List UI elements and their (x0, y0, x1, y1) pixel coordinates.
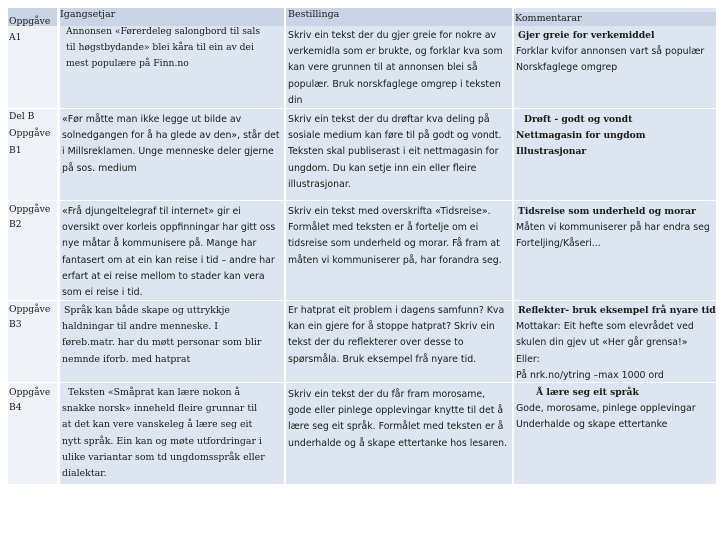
kommentarar-a1: Gjer greie for verkemiddel Forklar kvifor annonsen vart så populær Norskfaglege omgrep (516, 28, 716, 77)
comment-title-b1: Drøft - godt og vondt (524, 114, 633, 125)
comment-title-b2: Tidsreise som underheld og morar (518, 206, 696, 217)
kommentarar-b4: Å lære seg eit språk Gode, morosame, pinlege opplevingar Underhalde og skape ettertanke (516, 385, 716, 434)
header-bestillinga: Bestillinga (288, 9, 340, 20)
bestillinga-b3: Er hatprat eit problem i dagens samfunn? Kva kan ein gjere for å stoppe hatprat? Skriv ein tekst der du reflekterer over desse to spørsmåla. Bruk eksempel frå nyare tid. (288, 305, 505, 365)
row-label-b1: Del B Oppgåve B1 (9, 111, 51, 156)
row-label-b3: Oppgåve B3 (9, 304, 51, 330)
igangsetjar-b2: «Frå djungeltelegraf til internet» gir ei oversikt over korleis oppfinningar har gitt oss nye måtar å kommunisere på. Mange har fantasert om at ein kan reise i tid – andre har erfart at ei reise mellom to stader kan vera som ei reise i tid. (62, 206, 276, 298)
kommentarar-b1: Drøft - godt og vondt Nettmagasin for ungdom Illustrasjonar (516, 112, 716, 161)
igangsetjar-b3: Språk kan både skape og uttrykkje haldningar til andre menneske. I føreb.matr. har du møtt personar som blir nemnde iforb. med hatprat (62, 305, 262, 365)
igangsetjar-b1: «Før måtte man ikke legge ut bilde av solnedgangen for å ha glede av den», står det i Millsreklamen. Unge menneske deler gjerne på sos. medium (62, 114, 280, 174)
row-label-b4: Oppgåve B4 (9, 387, 51, 413)
kommentarar-b3: Reflekter- bruk eksempel frå nyare tid Mottakar: Eit hefte som elevrådet ved skulen din gjev ut «Her går grensa!» Eller: På nrk.no/ytring –max 1000 ord (516, 305, 716, 381)
kommentarar-b2: Tidsreise som underheld og morar Måten vi kommuniserer på har endra seg Forteljing/Kåseri... (516, 204, 716, 253)
header-kommentarar: Kommentarar (515, 13, 582, 24)
bestillinga-b4: Skriv ein tekst der du får fram morosame, gode eller pinlege opplevingar knytte til det å lære seg eit språk. Formålet med teksten er å underhalde og å skape ettertanke hos lesaren. (288, 389, 508, 449)
igangsetjar-b4: Teksten «Småprat kan lære nokon å snakke norsk» inneheld fleire grunnar til at det kan vere vanskeleg å lære seg eit nytt språk. Ein kan og møte utfordringar i ulike variantar som td ungdomsspråk eller dialektar. (62, 387, 265, 479)
comment-title-b4: Å lære seg eit språk (536, 387, 639, 398)
row-label-b2: Oppgåve B2 (9, 204, 51, 230)
comment-title-a1: Gjer greie for verkemiddel (518, 30, 655, 41)
bestillinga-b2: Skriv ein tekst med overskrifta «Tidsreise». Formålet med teksten er å fortelje om ei tidsreise som underheld og morar. Få fram at måten vi kommuniserer på, har forandra seg. (288, 206, 502, 266)
row-label-a1: Oppgåve A1 (9, 16, 51, 43)
igangsetjar-a1: Annonsen «Førerdeleg salongbord til sals til høgstbydande» blei kåra til ein av dei mest populære på Finn.no (66, 26, 261, 70)
row-divider (8, 200, 716, 201)
bestillinga-a1: Skriv ein tekst der du gjer greie for nokre av verkemidla som er brukte, og forklar kva som kan vere grunnen til at annonsen blei så populær. Bruk norskfaglege omgrep i teksten din (288, 30, 503, 106)
header-igangsetjar: Igangsetjar (60, 9, 116, 20)
comment-title-b3: Reflekter- bruk eksempel frå nyare tid (518, 305, 716, 316)
bestillinga-b1: Skriv ein tekst der du drøftar kva deling på sosiale medium kan føre til på godt og vondt. Teksten skal publiserast i eit nettmagasin for ungdom. Du kan setje inn ein eller fleire illustrasjonar. (288, 114, 502, 190)
